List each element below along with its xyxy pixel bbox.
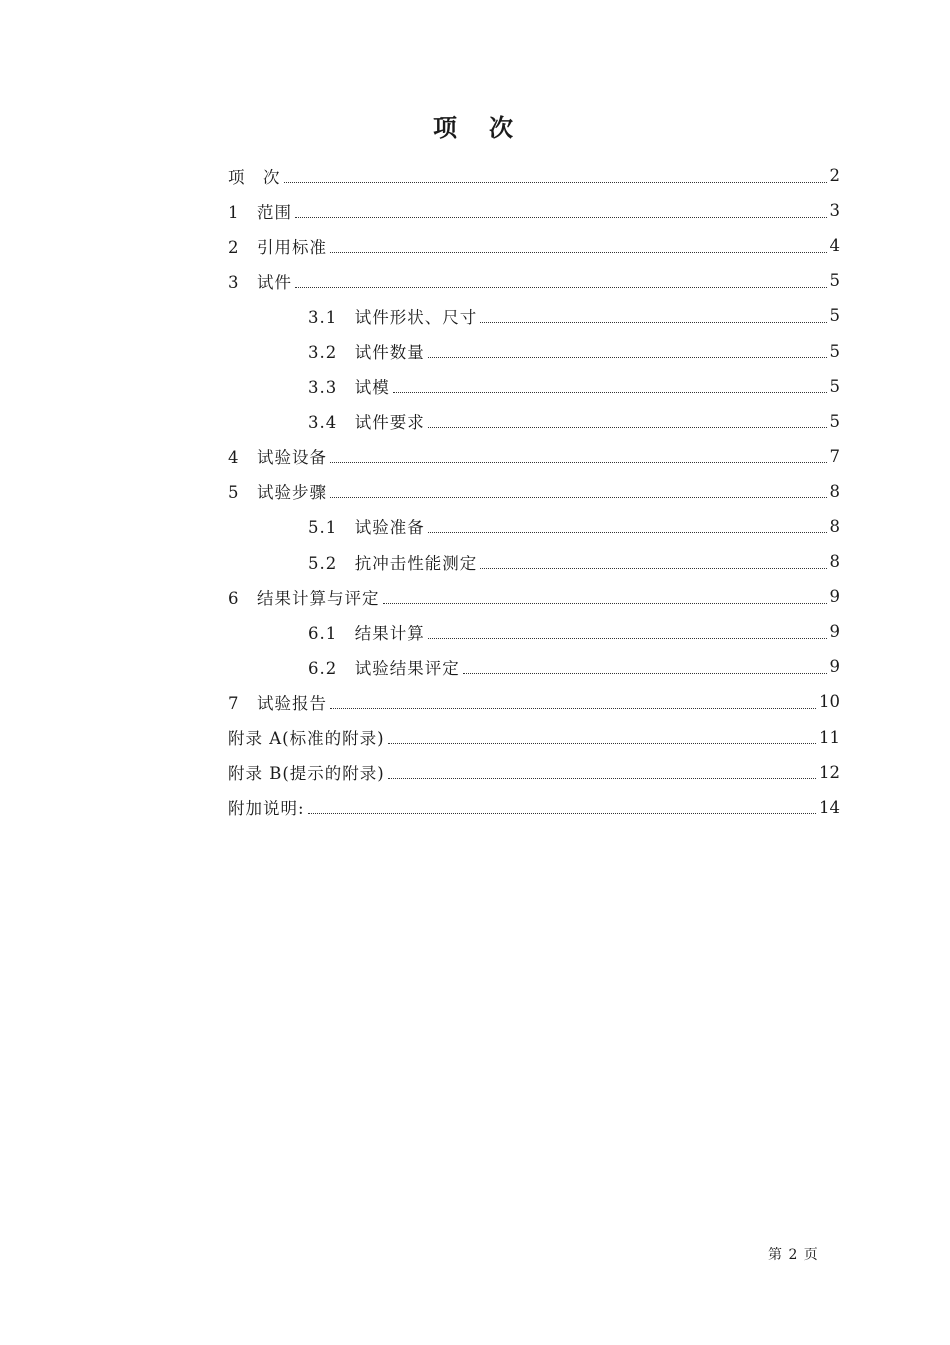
toc-dot-leader <box>428 531 827 533</box>
toc-entry[interactable] <box>228 755 840 790</box>
toc-entry-page-number: 9 <box>829 657 840 677</box>
toc-entry-page-number: 5 <box>829 341 840 361</box>
toc-entry-page-number: 4 <box>829 236 840 256</box>
toc-dot-leader <box>330 496 827 498</box>
toc-dot-leader <box>330 461 827 463</box>
toc-entry-label: 5.1 试验准备 <box>308 518 425 538</box>
toc-entry-page-number: 8 <box>829 481 840 501</box>
toc-entry-page-number: 8 <box>829 552 840 572</box>
toc-dot-leader <box>428 637 827 639</box>
toc-entry-label: 5.2 抗冲击性能测定 <box>308 553 478 573</box>
toc-entry-page-number: 5 <box>829 376 840 396</box>
toc-entry-label: 附录 A(标准的附录) <box>228 729 385 749</box>
page-title: 项 次 <box>433 113 517 142</box>
toc-entry-page-number: 7 <box>829 446 840 466</box>
toc-entry[interactable] <box>228 614 840 649</box>
toc-entry[interactable] <box>228 298 840 333</box>
toc-entry[interactable] <box>228 228 840 263</box>
toc-entry-label: 3.1 试件形状、尺寸 <box>308 307 478 327</box>
toc-entry[interactable] <box>228 579 840 614</box>
toc-dot-leader <box>284 181 827 183</box>
toc-entry-page-number: 10 <box>819 692 840 712</box>
toc-entry[interactable] <box>228 790 840 825</box>
toc-entry-page-number: 9 <box>829 587 840 607</box>
toc-dot-leader <box>388 742 816 744</box>
toc-entry-page-number: 12 <box>819 762 840 782</box>
toc-entry[interactable] <box>228 474 840 509</box>
toc-entry-page-number: 14 <box>819 797 840 817</box>
toc-entry-label: 1 范围 <box>228 202 292 222</box>
toc-dot-leader <box>295 286 827 288</box>
toc-dot-leader <box>308 812 816 814</box>
toc-entry-page-number: 8 <box>829 516 840 536</box>
toc-entry-label: 项 次 <box>228 167 281 187</box>
toc-entry-label: 4 试验设备 <box>228 448 327 468</box>
toc-entry[interactable] <box>228 369 840 404</box>
toc-entry[interactable] <box>228 509 840 544</box>
toc-entry-page-number: 9 <box>829 622 840 642</box>
toc-entry[interactable] <box>228 720 840 755</box>
toc-entry[interactable] <box>228 439 840 474</box>
table-of-contents <box>228 158 840 825</box>
page-number-footer: 第 2 页 <box>768 1247 819 1263</box>
toc-dot-leader <box>393 391 827 393</box>
toc-entry-label: 3.4 试件要求 <box>308 413 425 433</box>
toc-entry-label: 5 试验步骤 <box>228 483 327 503</box>
toc-entry-label: 3.3 试模 <box>308 378 390 398</box>
toc-entry[interactable] <box>228 404 840 439</box>
toc-dot-leader <box>463 672 827 674</box>
toc-entry-label: 7 试验报告 <box>228 693 327 713</box>
toc-dot-leader <box>428 426 827 428</box>
toc-dot-leader <box>383 602 827 604</box>
toc-entry[interactable] <box>228 158 840 193</box>
toc-entry-label: 3.2 试件数量 <box>308 343 425 363</box>
toc-entry-label: 3 试件 <box>228 272 292 292</box>
toc-entry-page-number: 5 <box>829 306 840 326</box>
toc-entry-page-number: 3 <box>829 201 840 221</box>
toc-dot-leader <box>330 251 827 253</box>
toc-entry[interactable] <box>228 263 840 298</box>
toc-dot-leader <box>480 567 826 569</box>
toc-entry-label: 6.2 试验结果评定 <box>308 658 460 678</box>
toc-entry-page-number: 11 <box>819 727 840 747</box>
toc-entry[interactable] <box>228 649 840 684</box>
toc-dot-leader <box>480 321 826 323</box>
toc-dot-leader <box>330 707 816 709</box>
toc-dot-leader <box>428 356 827 358</box>
toc-entry-label: 2 引用标准 <box>228 237 327 257</box>
toc-entry[interactable] <box>228 684 840 719</box>
toc-entry-label: 附加说明: <box>228 799 305 819</box>
toc-entry-label: 6.1 结果计算 <box>308 623 425 643</box>
toc-entry[interactable] <box>228 333 840 368</box>
toc-entry-label: 6 结果计算与评定 <box>228 588 380 608</box>
toc-entry[interactable] <box>228 544 840 579</box>
toc-entry[interactable] <box>228 193 840 228</box>
toc-dot-leader <box>295 216 827 218</box>
toc-entry-page-number: 5 <box>829 271 840 291</box>
toc-entry-page-number: 2 <box>829 166 840 186</box>
toc-dot-leader <box>388 777 816 779</box>
toc-entry-label: 附录 B(提示的附录) <box>228 764 385 784</box>
toc-entry-page-number: 5 <box>829 411 840 431</box>
